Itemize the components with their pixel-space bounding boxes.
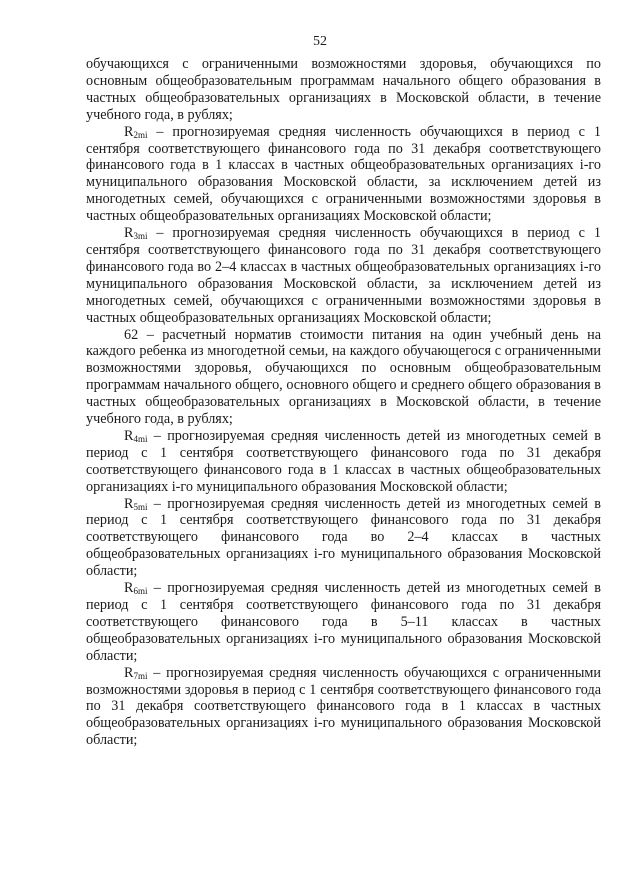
page-number: 52	[313, 34, 327, 49]
paragraph-text: – прогнозируемая средняя численность обучающихся с ограниченными возможностями здоровья в период с 1 сентября соответствующего финансового года по 31 декабря соответствующего финансового года в 1 классах в частных общеобразовательных организациях i-го муниципального образования Московской области;	[86, 664, 601, 749]
paragraph-text: – прогнозируемая средняя численность детей из многодетных семей в период с 1 сентября соответствующего финансового года по 31 декабря соответствующего финансового года в 5–11 классах в частных общеобразовательных организациях i-го муниципального образования Московской области;	[86, 580, 601, 664]
paragraph-text: – прогнозируемая средняя численность детей из многодетных семей в период с 1 сентября соответствующего финансового года по 31 декабря соответствующего финансового года во 2–4 классах в частных общеобразовательных организациях i-го муниципального образования Московской области;	[86, 495, 601, 580]
paragraph-r5-definition	[86, 496, 601, 581]
paragraph-text: – прогнозируемая средняя численность обучающихся в период с 1 сентября соответствующего финансового года по 31 декабря соответствующего финансового года в 1 классах в частных общеобразовательных организациях i-го муниципального образования Московской области, за исключением детей из многодетных семей, обучающихся с ограниченными возможностями здоровья в частных общеобразовательных организациях Московской области;	[86, 123, 601, 225]
variable-symbol: $R_{4mi}$	[124, 427, 148, 444]
paragraph-r3-definition	[86, 225, 601, 326]
variable-symbol: $R_{5mi}$	[124, 495, 148, 512]
paragraph-text: – прогнозируемая средняя численность обучающихся в период с 1 сентября соответствующего финансового года по 31 декабря соответствующего финансового года во 2–4 классах в частных общеобразовательных организациях i-го муниципального образования Московской области, за исключением детей из многодетных семей, обучающихся с ограниченными возможностями здоровья в частных общеобразовательных организациях Московской области;	[86, 225, 601, 326]
paragraph-r7-definition	[86, 665, 601, 750]
paragraph-r4-definition	[86, 428, 601, 496]
variable-symbol: $R_{6mi}$	[124, 580, 148, 597]
variable-symbol: $R_{3mi}$	[124, 225, 148, 242]
paragraph-r2-definition	[86, 124, 601, 225]
document-body	[86, 56, 601, 749]
variable-symbol: $R_{7mi}$	[124, 664, 148, 681]
paragraph-text: 62 – расчетный норматив стоимости питания на один учебный день на каждого ребенка из многодетной семьи, на каждого обучающегося с ограниченными возможностями здоровья, обучающихся по основным общеобразовательным программам начального общего, основного общего и среднего общего образования в частных общеобразовательных организациях в Московской области, в течение учебного года, в рублях;	[86, 326, 601, 428]
variable-symbol: $R_{2mi}$	[124, 123, 148, 140]
paragraph-text: обучающихся с ограниченными возможностями здоровья, обучающихся по основным общеобразовательным программам начального общего образования в частных общеобразовательных организациях в Московской области, в течение учебного года, в рублях;	[86, 56, 601, 123]
paragraph-text: – прогнозируемая средняя численность детей из многодетных семей в период с 1 сентября соответствующего финансового года по 31 декабря соответствующего финансового года в 1 классах в частных общеобразовательных организациях i-го муниципального образования Московской области;	[86, 427, 601, 495]
paragraph-r6-definition	[86, 580, 601, 665]
paragraph-continuation	[86, 56, 601, 124]
paragraph-62-definition	[86, 327, 601, 428]
